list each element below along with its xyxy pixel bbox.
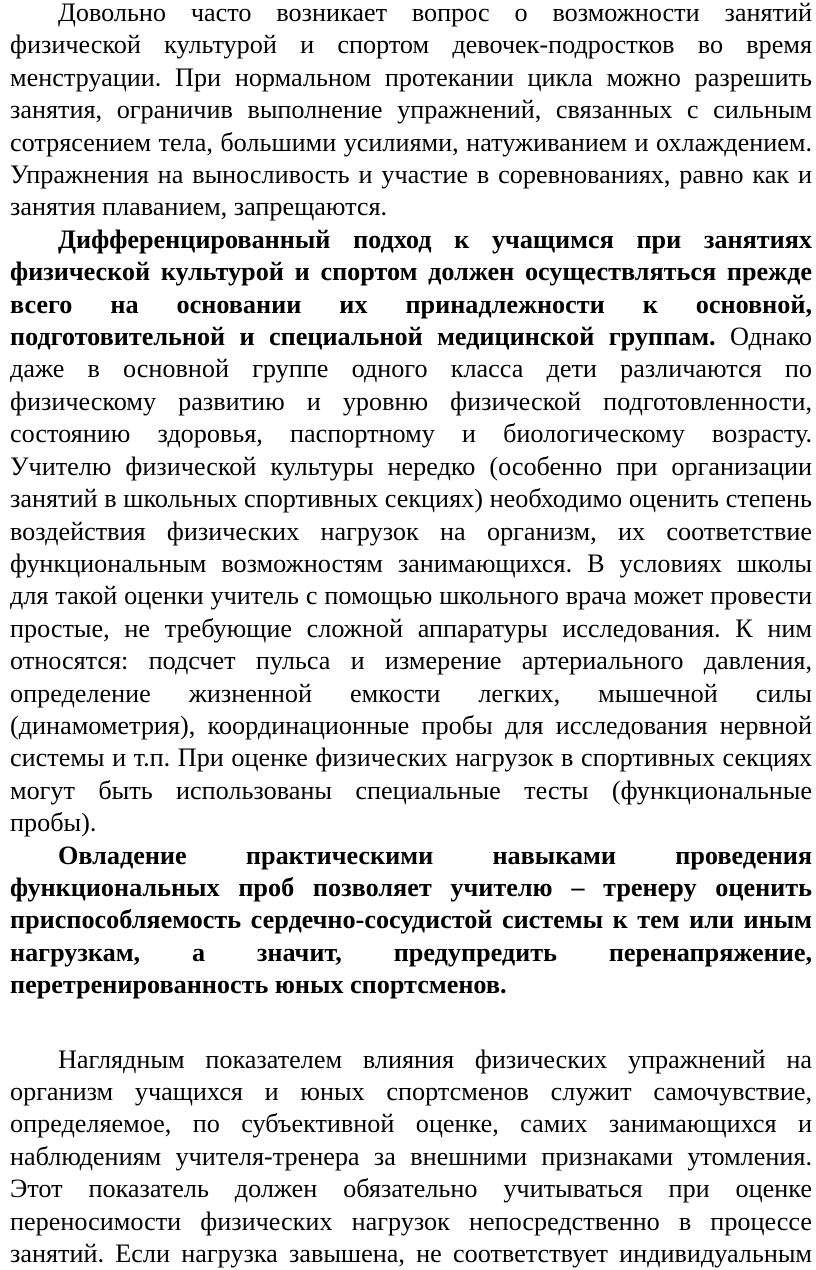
paragraph-menstruation: Довольно часто возникает вопрос о возможности занятий физической культурой и спортом девочек-подростков во время менструации. При нормальном протекании цикла можно разрешить занятия, ограничив выполнение упражнений, связанных с сильным сотрясением тела, большими усилиями, натуживанием и охлаждением. Упражнения на выносливость и участие в соревнованиях, равно как и занятия плаванием, запрещаются. [10, 0, 812, 222]
paragraph-functional-tests: Овладение практическими навыками проведения функциональных проб позволяет учителю – тренеру оценить приспособляемость сердечно-сосудистой системы к тем или иным нагрузкам, а значит, предупредить перенапряжение, перетренированность юных спортсменов. [10, 840, 812, 1000]
paragraph-differentiated-approach-bold: Дифференцированный подход к учащимся при занятиях физической культурой и спортом должен осуществляться прежде всего на основании их принадлежности к основной, подготовительной и специальной медицинской группам. [10, 224, 812, 352]
paragraph-wellbeing: Наглядным показателем влияния физических упражнений на организм учащихся и юных спортсменов служит самочувствие, определяемое, по субъективной оценке, самих занимающихся и наблюдениям учителя-тренера за внешними признаками утомления. Этот показатель должен обязательно учитываться при оценке переносимости физических нагрузок непосредственно в процессе занятий. Если нагрузка завышена, не соответствует индивидуальным [10, 1044, 812, 1269]
paragraph-gap [10, 1002, 812, 1044]
paragraph-differentiated-approach-rest: Однако даже в основной группе одного класса дети различаются по физическому развитию и уровню физической подготовленности, состоянию здоровья, паспортному и биологическому возрасту. Учителю физической культуры нередко (особенно при организации занятий в школьных спортивных секциях) необходимо оценить степень воздействия физических нагрузок на организм, их соответствие функциональным возможностям занимающихся. В условиях школы для такой оценки учитель с помощью школьного врача может провести простые, не требующие сложной аппаратуры исследования. К ним относятся: подсчет пульса и измерение артериального давления, определение жизненной емкости легких, мышечной силы (динамометрия), координационные пробы для исследования нервной системы и т.п. При оценке физических нагрузок в спортивных секциях могут быть использованы специальные тесты (функциональные пробы). [10, 322, 813, 838]
document-page [10, 0, 812, 1270]
paragraph-differentiated-approach [10, 224, 812, 840]
